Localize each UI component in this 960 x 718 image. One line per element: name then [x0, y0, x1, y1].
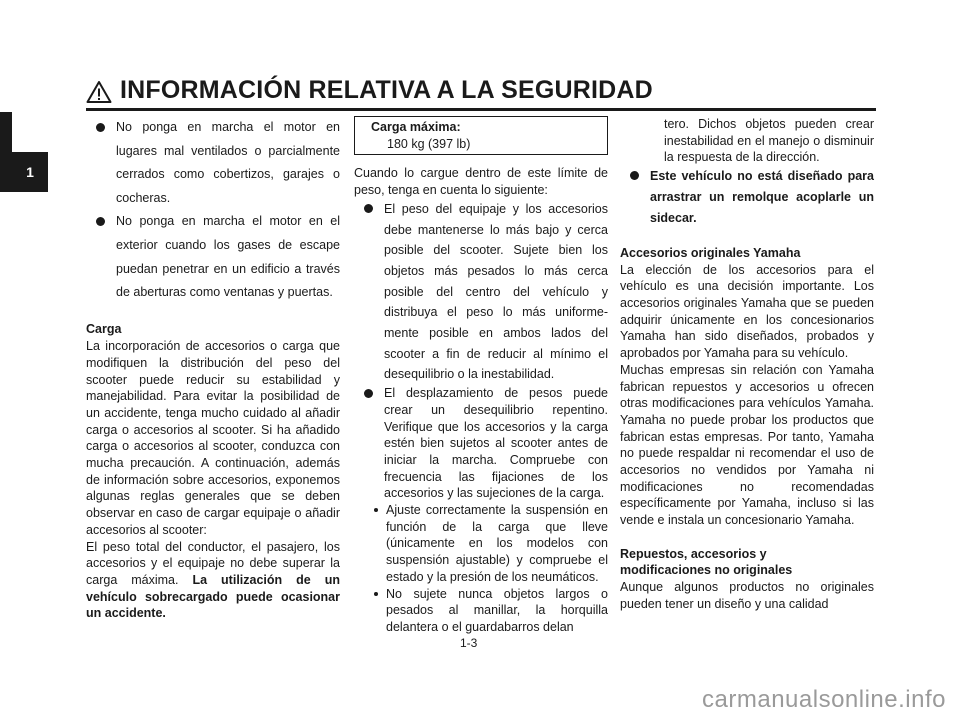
sub-list-item-continuation: tero. Dichos objetos pueden crear inestabilidad en el manejo o disminuir la respuesta de la dirección. — [664, 117, 874, 165]
max-load-value: 180 kg (397 lb) — [387, 136, 471, 151]
header-rule — [86, 108, 876, 111]
chapter-number: 1 — [12, 152, 48, 192]
section-heading-accesorios-originales: Accesorios originales Yamaha — [620, 245, 801, 260]
sub-bullet-icon — [374, 508, 378, 512]
section-heading-repuestos: Repuestos, accesorios y modificaciones no originales — [620, 546, 793, 578]
list-item: Este vehículo no está diseñado para arrastrar un remolque acoplarle un sidecar. — [620, 166, 874, 228]
watermark: carmanualsonline.info — [702, 686, 946, 713]
list-item: No ponga en marcha el motor en lugares mal ventilados o parcialmente cerrados como cobertizos, garajes o cocheras. — [86, 116, 340, 210]
list-item: No ponga en marcha el motor en el exterior cuando los gases de escape puedan penetrar en un edificio a través de aberturas como ventanas y puertas. — [86, 210, 340, 304]
list-item: El peso del equipaje y los accesorios debe mantenerse lo más bajo y cerca posible del scooter. Sujete bien los objetos más pesados lo más cerca posible del centro del vehículo y distribuya el peso lo más uniformemente posible en ambos lados del scooter a fin de reducir al mínimo el desequilibrio o la inestabilidad. — [354, 199, 608, 385]
sub-list-item: No sujete nunca objetos largos o pesados al manillar, la horquilla delantera o el guardabarros delan — [354, 586, 608, 636]
bullet-dot-icon — [630, 171, 639, 180]
list-item: El desplazamiento de pesos puede crear un desequilibrio repentino. Verifique que los accesorios y la carga estén bien sujetos al scooter antes de iniciar la marcha. Compruebe con frecuencia las fijaciones de los accesorios y las sujeciones de la carga. — [354, 385, 608, 502]
sub-bullet-icon — [374, 592, 378, 596]
column-1 — [86, 116, 340, 622]
chapter-tab-strip — [0, 112, 12, 192]
bullet-dot-icon — [96, 123, 105, 132]
paragraph: Aunque algunos productos no originales pueden tener un diseño y una calidad — [620, 579, 874, 611]
max-load-box — [354, 116, 608, 155]
page-number: 1-3 — [460, 636, 478, 650]
sub-list-item: Ajuste correctamente la suspensión en función de la carga que lleve (únicamente en los modelos con suspensión ajustable) y compruebe el estado y la presión de los neumáticos. — [354, 502, 608, 586]
paragraph: La elección de los accesorios para el vehículo es una decisión importante. Los accesorios originales Yamaha que se pueden adquirir únicamente en los concesionarios Yamaha han sido diseñados, probados y aprobados por Yamaha para su vehículo. — [620, 262, 874, 361]
bullet-dot-icon — [364, 204, 373, 213]
paragraph: La incorporación de accesorios o carga que modifiquen la distribución del peso del scooter puede reducir su estabilidad y manejabilidad. Para evitar la posibilidad de un accidente, tenga mucho cuidado al añadir carga o accesorios al scooter. Si ha añadido carga o accesorios al scooter, conduzca con mucha precaución. A continuación, además de información sobre accesorios, exponemos algunas reglas generales que se deben observar en caso de cargar equipaje o añadir accesorios al scooter: — [86, 339, 340, 537]
column-2 — [354, 116, 608, 636]
warning-triangle-icon — [86, 80, 112, 104]
column-3 — [620, 116, 874, 612]
paragraph: Cuando lo cargue dentro de este límite de peso, tenga en cuenta lo siguiente: — [354, 166, 608, 198]
section-header — [86, 76, 876, 110]
paragraph: Muchas empresas sin relación con Yamaha fabrican repuestos y accesorios u ofrecen otras modificaciones para vehículos Yamaha. Yamaha no puede probar los productos que fabrican estas empresas. Por tanto, Yamaha no puede respaldar ni recomendar el uso de accesorios no vendidos por Yamaha ni modificaciones no recomendadas específicamente por Yamaha, incluso si las vende e instala un concesionario Yamaha. — [620, 362, 874, 528]
bullet-dot-icon — [364, 389, 373, 398]
max-load-label: Carga máxima: — [371, 120, 461, 134]
section-heading-carga: Carga — [86, 322, 122, 337]
bullet-dot-icon — [96, 217, 105, 226]
paragraph: El peso total del conductor, el pasajero, los accesorios y el equipaje no debe superar la carga máxima. La utilización de un vehículo sobrecargado puede ocasionar un accidente. — [86, 539, 340, 621]
page-title: INFORMACIÓN RELATIVA A LA SEGURIDAD — [120, 76, 653, 104]
